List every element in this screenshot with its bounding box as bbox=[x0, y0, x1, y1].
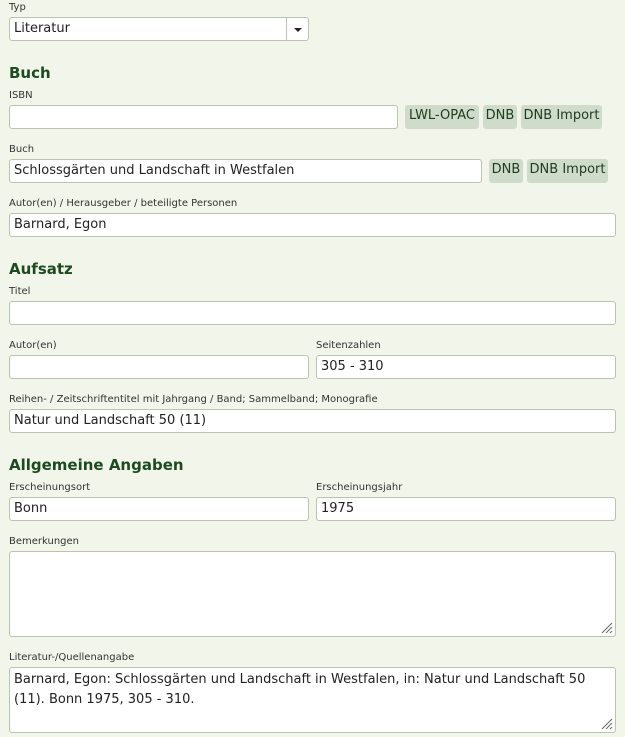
jahr-input[interactable]: 1975 bbox=[316, 497, 616, 521]
quelle-label: Literatur-/Quellenangabe bbox=[9, 652, 135, 663]
chevron-down-icon[interactable] bbox=[286, 18, 308, 40]
aufsatz-autoren-label: Autor(en) bbox=[9, 340, 57, 351]
section-heading-buch: Buch bbox=[9, 64, 51, 82]
jahr-label: Erscheinungsjahr bbox=[316, 482, 403, 493]
aufsatz-autoren-input[interactable] bbox=[9, 355, 309, 379]
buch-autoren-input[interactable]: Barnard, Egon bbox=[9, 213, 616, 237]
section-heading-allgemein: Allgemeine Angaben bbox=[9, 456, 184, 474]
bemerkungen-label: Bemerkungen bbox=[9, 536, 80, 547]
typ-label: Typ bbox=[9, 2, 26, 13]
isbn-input[interactable] bbox=[9, 105, 398, 129]
section-heading-aufsatz: Aufsatz bbox=[9, 260, 73, 278]
buch-dnb-button[interactable]: DNB bbox=[489, 159, 523, 183]
typ-select[interactable] bbox=[9, 17, 309, 41]
titel-label: Titel bbox=[9, 286, 31, 297]
resize-grip-icon[interactable] bbox=[601, 622, 613, 634]
quelle-text: Barnard, Egon: Schlossgärten und Landschaft in Westfalen, in: Natur und Landschaft 50 (11). Bonn 1975, 305 - 310. bbox=[14, 672, 586, 707]
seitenzahlen-label: Seitenzahlen bbox=[316, 340, 381, 351]
isbn-label: ISBN bbox=[9, 90, 33, 101]
ort-input[interactable]: Bonn bbox=[9, 497, 309, 521]
buch-input[interactable]: Schlossgärten und Landschaft in Westfalen bbox=[9, 159, 482, 183]
buch-dnb-import-button[interactable]: DNB Import bbox=[527, 159, 608, 183]
reihe-label: Reihen- / Zeitschriftentitel mit Jahrgang / Band; Sammelband; Monografie bbox=[9, 394, 378, 405]
isbn-dnb-import-button[interactable]: DNB Import bbox=[521, 105, 602, 129]
seitenzahlen-input[interactable]: 305 - 310 bbox=[316, 355, 616, 379]
quelle-textarea[interactable] bbox=[9, 667, 616, 733]
typ-select-value: Literatur bbox=[14, 21, 70, 36]
reihe-input[interactable]: Natur und Landschaft 50 (11) bbox=[9, 409, 616, 433]
bemerkungen-textarea[interactable] bbox=[9, 551, 616, 637]
isbn-dnb-button[interactable]: DNB bbox=[483, 105, 517, 129]
resize-grip-icon[interactable] bbox=[601, 718, 613, 730]
titel-input[interactable] bbox=[9, 301, 616, 325]
buch-autoren-label: Autor(en) / Herausgeber / beteiligte Personen bbox=[9, 198, 238, 209]
buch-label: Buch bbox=[9, 144, 35, 155]
ort-label: Erscheinungsort bbox=[9, 482, 91, 493]
lwl-opac-button[interactable]: LWL-OPAC bbox=[405, 105, 479, 129]
